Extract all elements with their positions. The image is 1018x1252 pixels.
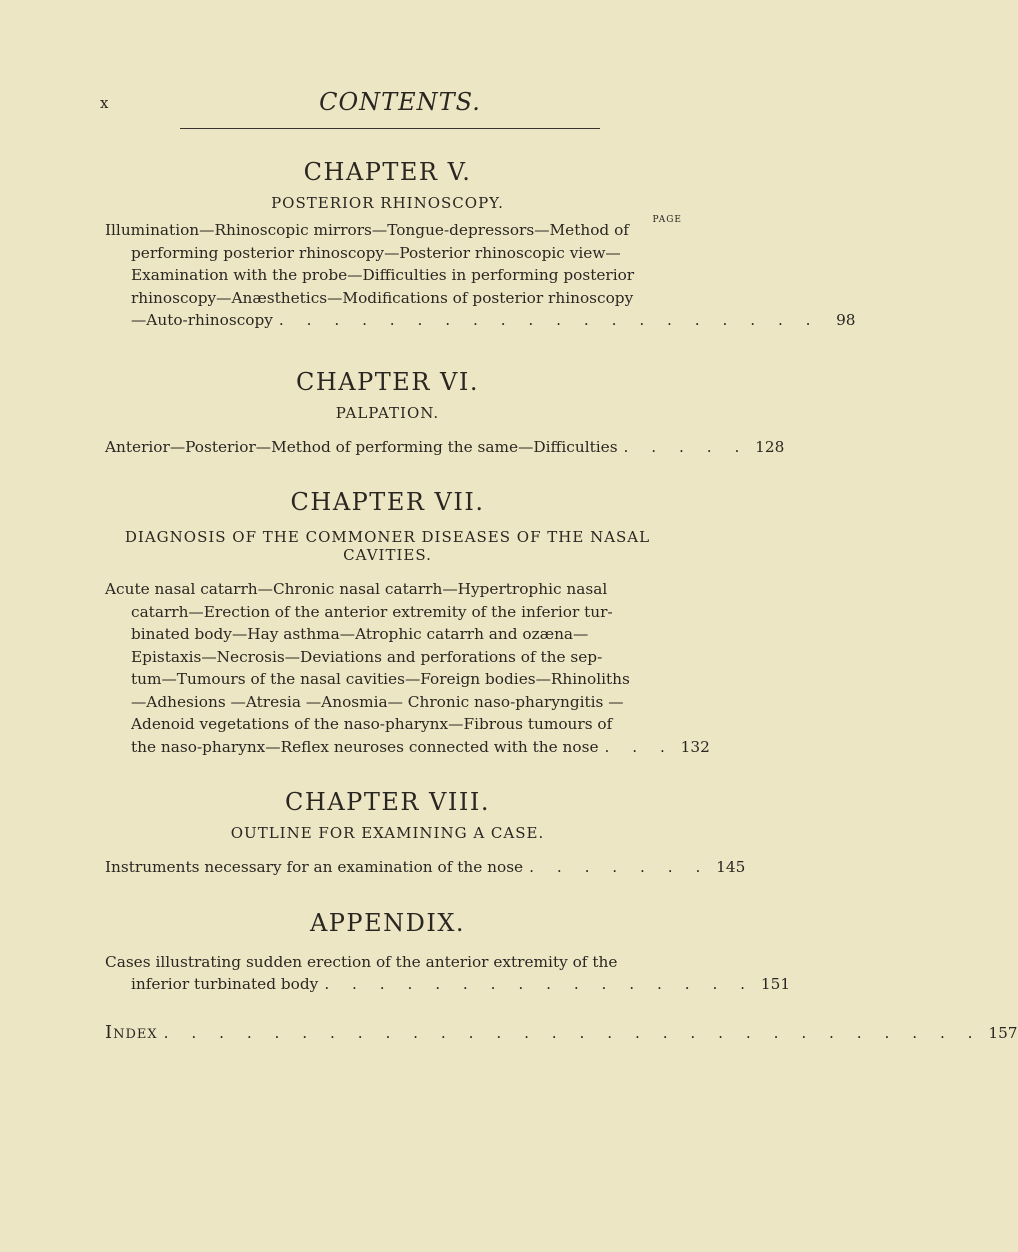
- entry-line: inferior turbinated body: [131, 975, 319, 993]
- toc-entry: [105, 578, 670, 736]
- chapter-viii-section: [105, 788, 746, 879]
- index-entry: [105, 1021, 1018, 1045]
- dot-leader: . . . . .: [623, 437, 749, 456]
- dot-leader: . . . . . . . . . . . . . . . . . . . .: [278, 311, 820, 329]
- entry-line: tum—Tumours of the nasal cavities—Foreign bodies—Rhinoliths: [131, 670, 630, 688]
- chapter-v-section: [105, 158, 856, 332]
- toc-entry-last-line: [105, 973, 791, 996]
- toc-entry-last-line: [105, 736, 710, 759]
- page-column-label: PAGE: [652, 215, 682, 225]
- entry-line: Examination with the probe—Difficulties in performing posterior: [131, 266, 635, 284]
- entry-line: Anterior—Posterior—Method of performing the same—Difficulties: [105, 437, 618, 456]
- page-reference: 98: [836, 311, 856, 329]
- page-reference: 157: [988, 1023, 1018, 1042]
- index-label: Index: [105, 1021, 158, 1043]
- appendix-section: [105, 908, 791, 996]
- entry-line: binated body—Hay asthma—Atrophic catarrh and ozæna—: [131, 625, 589, 643]
- entry-line: catarrh—Erection of the anterior extremity of the inferior tur-: [131, 602, 613, 621]
- entry-line: Adenoid vegetations of the naso-pharynx—Fibrous tumours of: [131, 715, 613, 733]
- dot-leader: . . .: [604, 737, 674, 756]
- entry-line: Cases illustrating sudden erection of the anterior extremity of the: [105, 952, 618, 971]
- entry-line: Instruments necessary for an examination of the nose: [105, 858, 524, 876]
- toc-entry: [105, 436, 785, 459]
- page-header: [0, 88, 800, 128]
- page-reference: 132: [680, 737, 710, 756]
- page-reference: 151: [760, 975, 791, 993]
- page-number: x: [100, 94, 110, 112]
- running-title: CONTENTS.: [319, 88, 481, 116]
- chapter-subtitle: PALPATION.: [335, 403, 440, 422]
- chapter-vi-section: [105, 367, 785, 459]
- chapter-heading: CHAPTER VII.: [290, 488, 485, 516]
- chapter-vii-section: [105, 488, 710, 758]
- chapter-subtitle: DIAGNOSIS OF THE COMMONER DISEASES OF THE NASAL: [124, 528, 651, 546]
- chapter-heading: CHAPTER VI.: [296, 367, 479, 396]
- chapter-heading: CHAPTER V.: [303, 158, 472, 186]
- entry-line: rhinoscopy—Anæsthetics—Modifications of posterior rhinoscopy: [131, 288, 634, 307]
- dot-leader: . . . . . . . . . . . . . . . .: [324, 975, 755, 993]
- dot-leader: . . . . . . .: [529, 858, 710, 876]
- entry-line: the naso-pharynx—Reflex neuroses connected with the nose: [131, 737, 599, 756]
- header-rule: [180, 128, 600, 129]
- entry-line: Acute nasal catarrh—Chronic nasal catarrh—Hypertrophic nasal: [105, 580, 608, 598]
- entry-line: performing posterior rhinoscopy—Posterior rhinoscopic view—: [131, 243, 621, 262]
- chapter-subtitle-continued: CAVITIES.: [343, 546, 432, 564]
- toc-entry: [105, 951, 670, 974]
- toc-entry-last-line: [105, 309, 856, 332]
- contents-list: [105, 158, 1018, 1044]
- page-reference: 128: [755, 437, 785, 456]
- entry-line: —Auto-rhinoscopy: [131, 311, 273, 329]
- chapter-subtitle: POSTERIOR RHINOSCOPY.: [271, 194, 504, 212]
- chapter-heading: CHAPTER VIII.: [285, 788, 490, 816]
- page-reference: 145: [716, 858, 746, 876]
- chapter-subtitle: OUTLINE FOR EXAMINING A CASE.: [230, 824, 545, 842]
- toc-entry: [105, 219, 670, 309]
- dot-leader: . . . . . . . . . . . . . . . . . . . . . . . . . . . . . .: [163, 1023, 982, 1042]
- entry-line: —Adhesions —Atresia —Anosmia— Chronic naso-pharyngitis —: [131, 692, 624, 711]
- entry-line: Epistaxis—Necrosis—Deviations and perforations of the sep-: [131, 647, 603, 666]
- toc-entry: [105, 856, 746, 879]
- entry-line: Illumination—Rhinoscopic mirrors—Tongue-depressors—Method of: [105, 221, 629, 239]
- appendix-heading: APPENDIX.: [309, 908, 466, 937]
